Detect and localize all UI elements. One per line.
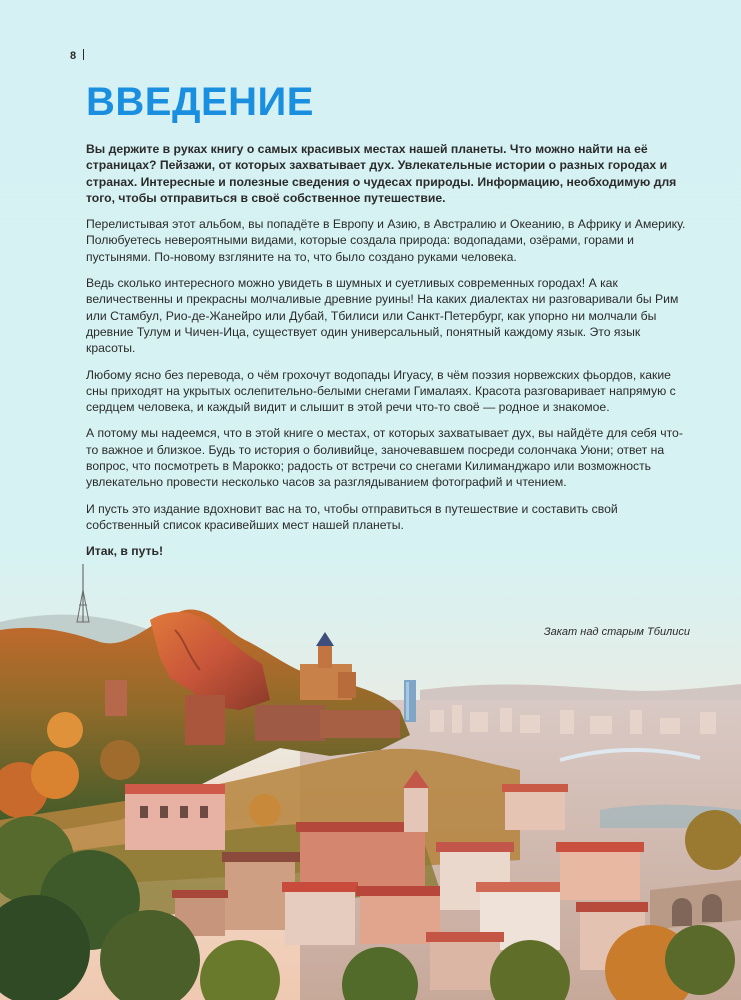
- paragraph-5: И пусть это издание вдохновит вас на то, чтобы отправиться в путешествие и составить свой собственный список красивейших мест нашей планеты.: [86, 501, 618, 532]
- paragraph-1: Перелистывая этот альбом, вы попадёте в Европу и Азию, в Австралию и Океанию, в Африку и Америку. Полюбуетесь невероятными видами, которые создала природа: водопадами, озёрами, горами и пустынями. По-новому взгляните на то, что было создано руками человека.: [86, 217, 686, 264]
- paragraph-4: А потому мы надеемся, что в этой книге о местах, от которых захватывает дух, вы найдёте для себя что-то важное и близкое. Будь то история о боливийце, заночевавшем посреди солончака Уюни; ответ на вопрос, что посмотреть в Марокко; радость от встречи со снегами Килиманджаро или возможность увлекательно провести несколько часов за разглядыванием фотографий и чтением.: [86, 426, 683, 490]
- page-number-value: 8: [70, 50, 77, 62]
- paragraph-3: Любому ясно без перевода, о чём грохочут водопады Игуасу, в чём поэзия норвежских фьордов, какие сны приходят на укрытых ослепительно-белыми снегами Гималаях. Красота разговаривает напрямую с сердцем человека, и каждый видит и слышит в этой речи что-то своё — родное и знакомое.: [86, 367, 676, 415]
- page-number-divider: [83, 49, 85, 60]
- intro-text: [86, 141, 692, 570]
- chapter-title: ВВЕДЕНИЕ: [86, 80, 314, 124]
- page-number: [70, 49, 84, 62]
- paragraph-2: Ведь сколько интересного можно увидеть в шумных и суетливых современных городах! А как величественны и прекрасны молчаливые древние руины! На каких диалектах ни разговаривали бы Рим или Стамбул, Рио-де-Жанейро или Дубай, Тбилиси или Санкт-Петербург, как упорно ни молчали бы древние Тулум и Чичен-Ица, существует один универсальный, понятный каждому язык. Это язык красоты.: [86, 276, 679, 356]
- photo-caption: Закат над старым Тбилиси: [543, 626, 690, 638]
- lead-paragraph: Вы держите в руках книгу о самых красивых местах нашей планеты. Что можно найти на её страницах? Пейзажи, от которых захватывает дух. Увлекательные истории о разных городах и странах. Интересные и полезные сведения о чудесах природы. Информацию, необходимую для того, чтобы отправиться в своё собственное путешествие.: [86, 142, 677, 205]
- closing-line: Итак, в путь!: [86, 544, 164, 559]
